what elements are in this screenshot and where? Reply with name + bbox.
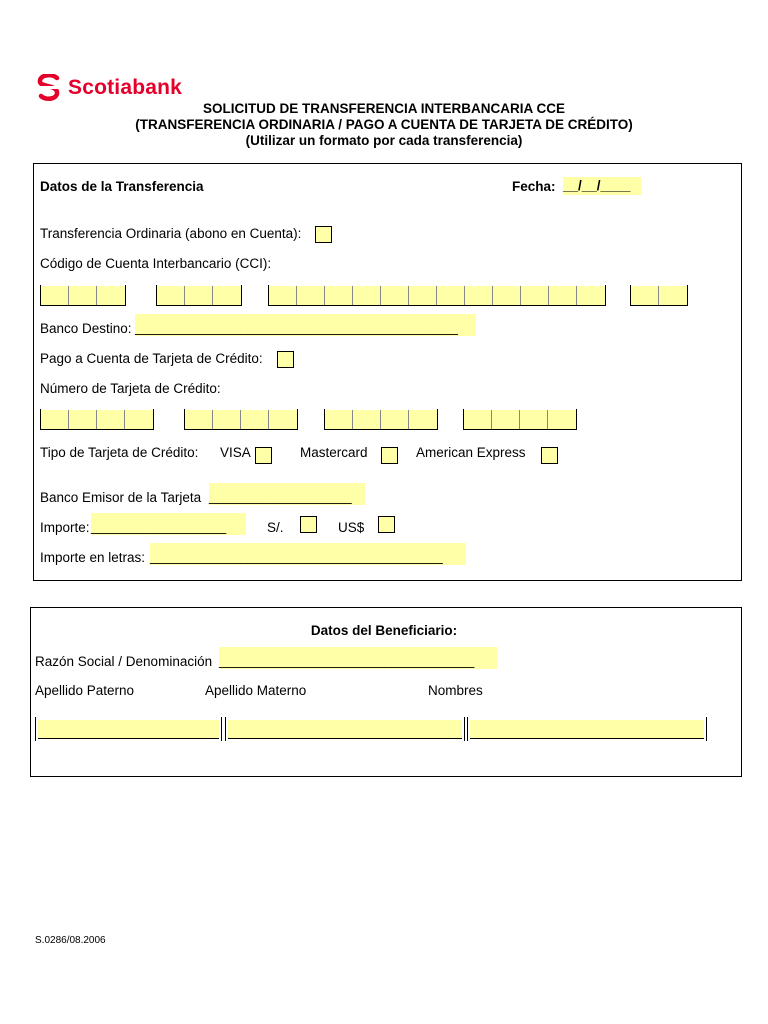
cci-digit-cell[interactable] — [41, 286, 69, 305]
card-digit-cell[interactable] — [125, 410, 153, 429]
card-digit-cell[interactable] — [409, 410, 437, 429]
cci-digit-cell[interactable] — [325, 286, 353, 305]
paternal-surname-label: Apellido Paterno — [35, 683, 135, 698]
cci-digit-cell[interactable] — [185, 286, 213, 305]
cci-digit-cell[interactable] — [493, 286, 521, 305]
form-instruction: (Utilizar un formato por cada transferencia) — [245, 133, 523, 148]
ordinary-transfer-label: Transferencia Ordinaria (abono en Cuenta): — [40, 226, 302, 241]
beneficiary-section-title: Datos del Beneficiario: — [310, 623, 458, 638]
card-digit-cell[interactable] — [381, 410, 409, 429]
cci-digit-cell[interactable] — [409, 286, 437, 305]
cci-digit-cell[interactable] — [631, 286, 659, 305]
form-subtitle: (TRANSFERENCIA ORDINARIA / PAGO A CUENTA DE TARJETA DE CRÉDITO) — [135, 117, 633, 132]
form-title-block — [0, 101, 768, 149]
cci-digit-cell[interactable] — [213, 286, 241, 305]
dest-bank-label: Banco Destino: — [40, 321, 132, 336]
card-group-4 — [463, 409, 577, 430]
soles-checkbox[interactable] — [300, 516, 317, 533]
cci-digit-cell[interactable] — [269, 286, 297, 305]
amount-label: Importe: — [40, 520, 90, 535]
cci-digit-cell[interactable] — [577, 286, 605, 305]
dest-bank-field[interactable]: ___________________________________________ — [135, 314, 476, 336]
card-digit-cell[interactable] — [69, 410, 97, 429]
amount-field[interactable]: __________________ — [91, 513, 246, 535]
card-digit-cell[interactable] — [353, 410, 381, 429]
amount-words-label: Importe en letras: — [40, 550, 146, 565]
bank-name: Scotiabank — [68, 76, 183, 99]
date-label: Fecha: — [512, 179, 556, 194]
cci-digit-cell[interactable] — [659, 286, 687, 305]
form-title: SOLICITUD DE TRANSFERENCIA INTERBANCARIA CCE — [202, 101, 565, 116]
cci-group-branch — [156, 285, 242, 306]
mastercard-checkbox[interactable] — [381, 447, 398, 464]
card-digit-cell[interactable] — [325, 410, 353, 429]
given-names-field[interactable] — [467, 717, 707, 741]
company-name-field[interactable]: __________________________________ — [219, 647, 497, 669]
company-name-label: Razón Social / Denominación — [35, 654, 213, 669]
cci-digit-cell[interactable] — [97, 286, 125, 305]
card-digit-cell[interactable] — [97, 410, 125, 429]
form-code: S.0286/08.2006 — [35, 935, 106, 946]
bank-logo — [36, 74, 182, 102]
cci-label: Código de Cuenta Interbancario (CCI): — [40, 256, 272, 271]
cci-group-bank — [40, 285, 126, 306]
card-digit-cell[interactable] — [213, 410, 241, 429]
cci-digit-cell[interactable] — [521, 286, 549, 305]
usd-checkbox[interactable] — [378, 516, 395, 533]
issuer-bank-field[interactable]: ___________________ — [209, 483, 365, 505]
cci-digit-cell[interactable] — [381, 286, 409, 305]
visa-label: VISA — [220, 445, 251, 460]
given-names-label: Nombres — [428, 683, 483, 698]
cci-digit-cell[interactable] — [465, 286, 493, 305]
date-field[interactable]: __/__/____ — [563, 177, 641, 195]
ordinary-transfer-checkbox[interactable] — [315, 226, 332, 243]
card-digit-cell[interactable] — [464, 410, 492, 429]
soles-label: S/. — [267, 520, 284, 535]
cci-digit-cell[interactable] — [69, 286, 97, 305]
cci-digit-cell[interactable] — [353, 286, 381, 305]
card-payment-label: Pago a Cuenta de Tarjeta de Crédito: — [40, 351, 263, 366]
mastercard-label: Mastercard — [300, 445, 368, 460]
cci-group-account — [268, 285, 606, 306]
card-payment-checkbox[interactable] — [277, 351, 294, 368]
cci-digit-cell[interactable] — [157, 286, 185, 305]
visa-checkbox[interactable] — [255, 447, 272, 464]
transfer-section-title: Datos de la Transferencia — [40, 179, 204, 194]
cci-digit-cell[interactable] — [437, 286, 465, 305]
card-type-label: Tipo de Tarjeta de Crédito: — [40, 445, 199, 460]
card-digit-cell[interactable] — [492, 410, 520, 429]
card-group-2 — [184, 409, 298, 430]
card-digit-cell[interactable] — [269, 410, 297, 429]
cci-digit-cell[interactable] — [549, 286, 577, 305]
card-digit-cell[interactable] — [548, 410, 576, 429]
card-digit-cell[interactable] — [185, 410, 213, 429]
issuer-bank-label: Banco Emisor de la Tarjeta — [40, 490, 202, 505]
amex-checkbox[interactable] — [541, 447, 558, 464]
maternal-surname-field[interactable] — [225, 717, 465, 741]
scotiabank-s-icon — [36, 74, 62, 102]
usd-label: US$ — [338, 520, 365, 535]
paternal-surname-field[interactable] — [35, 717, 222, 741]
card-digit-cell[interactable] — [520, 410, 548, 429]
card-digit-cell[interactable] — [241, 410, 269, 429]
cci-digit-cell[interactable] — [297, 286, 325, 305]
amount-words-field[interactable]: _______________________________________ — [150, 543, 466, 565]
amex-label: American Express — [416, 445, 526, 460]
card-group-3 — [324, 409, 438, 430]
card-group-1 — [40, 409, 154, 430]
card-digit-cell[interactable] — [41, 410, 69, 429]
cci-group-check — [630, 285, 688, 306]
card-number-label: Número de Tarjeta de Crédito: — [40, 381, 221, 396]
maternal-surname-label: Apellido Materno — [205, 683, 307, 698]
